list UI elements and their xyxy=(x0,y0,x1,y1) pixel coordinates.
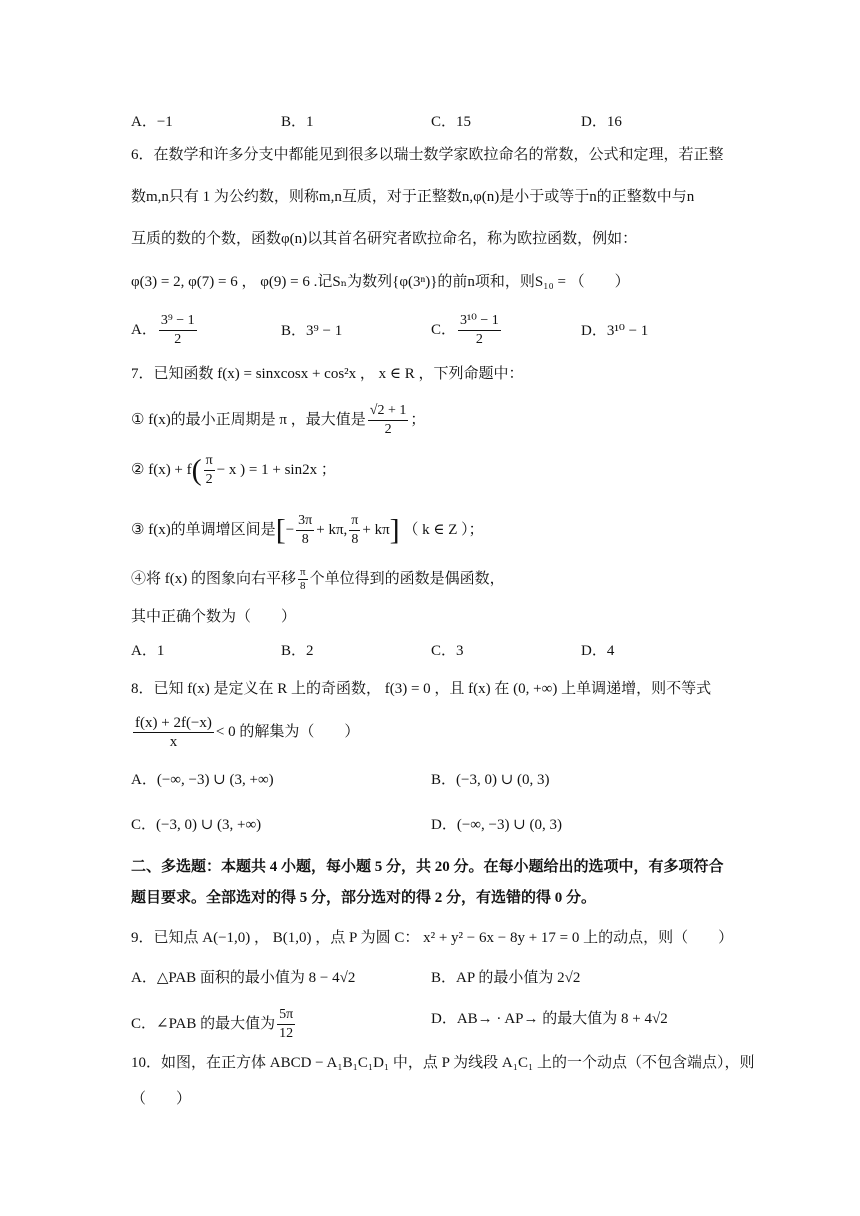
q9-option-d: D．AB→ · AP→ 的最大值为 8 + 4√2 xyxy=(431,1011,668,1027)
paren-open: ( xyxy=(191,453,202,487)
q5-option-a: A．−1 xyxy=(131,114,173,130)
q9-option-c-fraction xyxy=(277,1006,295,1043)
q8-option-c: C．(−3, 0) ∪ (3, +∞) xyxy=(131,817,262,833)
q6-line2: 数m,n只有 1 为公约数，则称m,n互质，对于正整数n,φ(n)是小于或等于n的正整数中与n xyxy=(131,189,695,205)
fraction-denominator: x xyxy=(169,734,178,750)
q7-p2-text: ② f(x) + f xyxy=(131,461,192,478)
q9-line1: 9．已知点 A(−1,0) ， B(1,0) ，点 P 为圆 C： x² + y² − 6x − 8y + 17 = 0 上的动点，则（ ） xyxy=(131,930,734,946)
fraction-numerator: π xyxy=(300,566,306,578)
section2-line1: 二、多选题：本题共 4 小题，每小题 5 分，共 20 分。在每小题给出的选项中，有多项符合 xyxy=(131,859,724,875)
q8-prompt-end: < 0 的解集为（ ） xyxy=(215,723,360,740)
q7-option-d: D．4 xyxy=(581,643,615,659)
fraction-denominator: 2 xyxy=(174,332,182,347)
fraction-numerator: 3¹⁰ − 1 xyxy=(458,312,501,331)
q7-option-b: B．2 xyxy=(281,643,314,659)
q7-proposition-2 xyxy=(131,452,336,489)
q8-option-d: D．(−∞, −3) ∪ (0, 3) xyxy=(431,817,562,833)
q7-p1-fraction xyxy=(368,402,409,439)
q7-p4-fraction xyxy=(298,566,308,593)
q8-line1: 8．已知 f(x) 是定义在 R 上的奇函数， f(3) = 0 ，且 f(x) 在 (0, +∞) 上单调递增，则不等式 xyxy=(131,681,712,697)
q6-option-b: B．3⁹ − 1 xyxy=(281,323,343,339)
fraction-numerator: √2 + 1 xyxy=(368,402,409,421)
q7-proposition-3: ③ f(x)的单调增区间是[− $\frac{3\pi}{8}$ + kπ, $\frac{\pi}{8}$ + kπ] （ k ∈ Z ）； xyxy=(131,513,484,547)
fraction-denominator: 2 xyxy=(384,422,392,437)
q7-option-c: C．3 xyxy=(431,643,464,659)
q9-option-b: B．AP 的最小值为 2√2 xyxy=(431,970,581,986)
q7-p4-text: ④将 f(x) 的图象向右平移 xyxy=(131,570,296,587)
fraction-denominator: 8 xyxy=(351,532,359,547)
q5-option-c: C．15 xyxy=(431,114,472,130)
q7-p2-fraction xyxy=(204,452,215,489)
q6-line4: φ(3) = 2, φ(7) = 6 ， φ(9) = 6 .记Sₙ为数列{φ(3ⁿ)}的前n项和，则S₁₀ = （ ） xyxy=(131,274,630,290)
q10-line1: 10．如图，在正方体 ABCD − A₁B₁C₁D₁ 中，点 P 为线段 A₁C₁ 上的一个动点（不包含端点），则 xyxy=(131,1055,755,1071)
q8-line2 xyxy=(131,714,359,751)
fraction-denominator: 2 xyxy=(475,332,483,347)
q6-option-d: D．3¹⁰ − 1 xyxy=(581,323,649,339)
q7-p3-mid: + kπ, xyxy=(316,521,348,538)
q7-p2-end: − x ) = 1 + sin2x ； xyxy=(216,461,336,478)
q7-p3-end: （ k ∈ Z ）； xyxy=(403,521,484,538)
q9-option-a: A．△PAB 面积的最小值为 8 − 4√2 xyxy=(131,970,356,986)
fraction-numerator: 3⁹ − 1 xyxy=(159,312,197,331)
fraction-numerator: 3π xyxy=(296,512,314,531)
q8-fraction xyxy=(133,714,214,751)
q7-count: 其中正确个数为（ ） xyxy=(131,609,297,625)
q7-proposition-4 xyxy=(131,566,505,593)
q9-option-c-text: C．∠PAB 的最大值为 xyxy=(131,1015,276,1032)
q6-option-c-label: C． xyxy=(431,321,457,338)
bracket-open: [ xyxy=(275,513,286,547)
fraction-denominator: 2 xyxy=(205,472,213,487)
q7-p3-fraction-b xyxy=(349,512,360,549)
section2-line2: 题目要求。全部选对的得 5 分，部分选对的得 2 分，有选错的得 0 分。 xyxy=(131,890,597,906)
q5-option-d: D．16 xyxy=(581,114,622,130)
fraction-numerator: π xyxy=(349,512,360,531)
q10-line2: （ ） xyxy=(131,1091,192,1107)
q7-proposition-1 xyxy=(131,402,425,439)
q6-line3: 互质的数的个数，函数φ(n)以其首名研究者欧拉命名，称为欧拉函数，例如： xyxy=(131,231,638,247)
q8-option-a: A．(−∞, −3) ∪ (3, +∞) xyxy=(131,772,274,788)
q8-option-b: B．(−3, 0) ∪ (0, 3) xyxy=(431,772,550,788)
q7-p3-end-term: + kπ xyxy=(362,521,390,538)
fraction-numerator: 5π xyxy=(277,1006,295,1025)
q7-line1: 7．已知函数 f(x) = sinxcosx + cos²x ， x ∈ R ，下列命题中： xyxy=(131,366,524,382)
q6-option-a xyxy=(131,312,199,349)
q7-p1-end: ； xyxy=(410,411,426,428)
q7-p4-end: 个单位得到的函数是偶函数， xyxy=(309,570,505,587)
fraction-numerator: π xyxy=(204,452,215,471)
q6-line1: 6．在数学和许多分支中都能见到很多以瑞士数学家欧拉命名的常数，公式和定理，若正整 xyxy=(131,147,724,163)
q6-option-c xyxy=(431,312,503,349)
bracket-close: ] xyxy=(389,513,400,547)
q9-option-c xyxy=(131,1006,297,1043)
fraction-numerator: f(x) + 2f(−x) xyxy=(135,715,212,731)
q5-option-b: B．1 xyxy=(281,114,314,130)
q6-option-a-fraction xyxy=(159,312,197,349)
q6-option-a-label: A． xyxy=(131,321,157,338)
fraction-denominator: 8 xyxy=(300,580,306,592)
q7-option-a: A．1 xyxy=(131,643,165,659)
q7-p1-text: ① f(x)的最小正周期是 π ，最大值是 xyxy=(131,411,366,428)
fraction-denominator: 12 xyxy=(279,1026,294,1041)
q7-p3-text: ③ f(x)的单调增区间是 xyxy=(131,521,276,538)
fraction-denominator: 8 xyxy=(301,532,309,547)
q7-p3-fraction-a xyxy=(296,512,314,549)
q6-option-c-fraction xyxy=(458,312,501,349)
